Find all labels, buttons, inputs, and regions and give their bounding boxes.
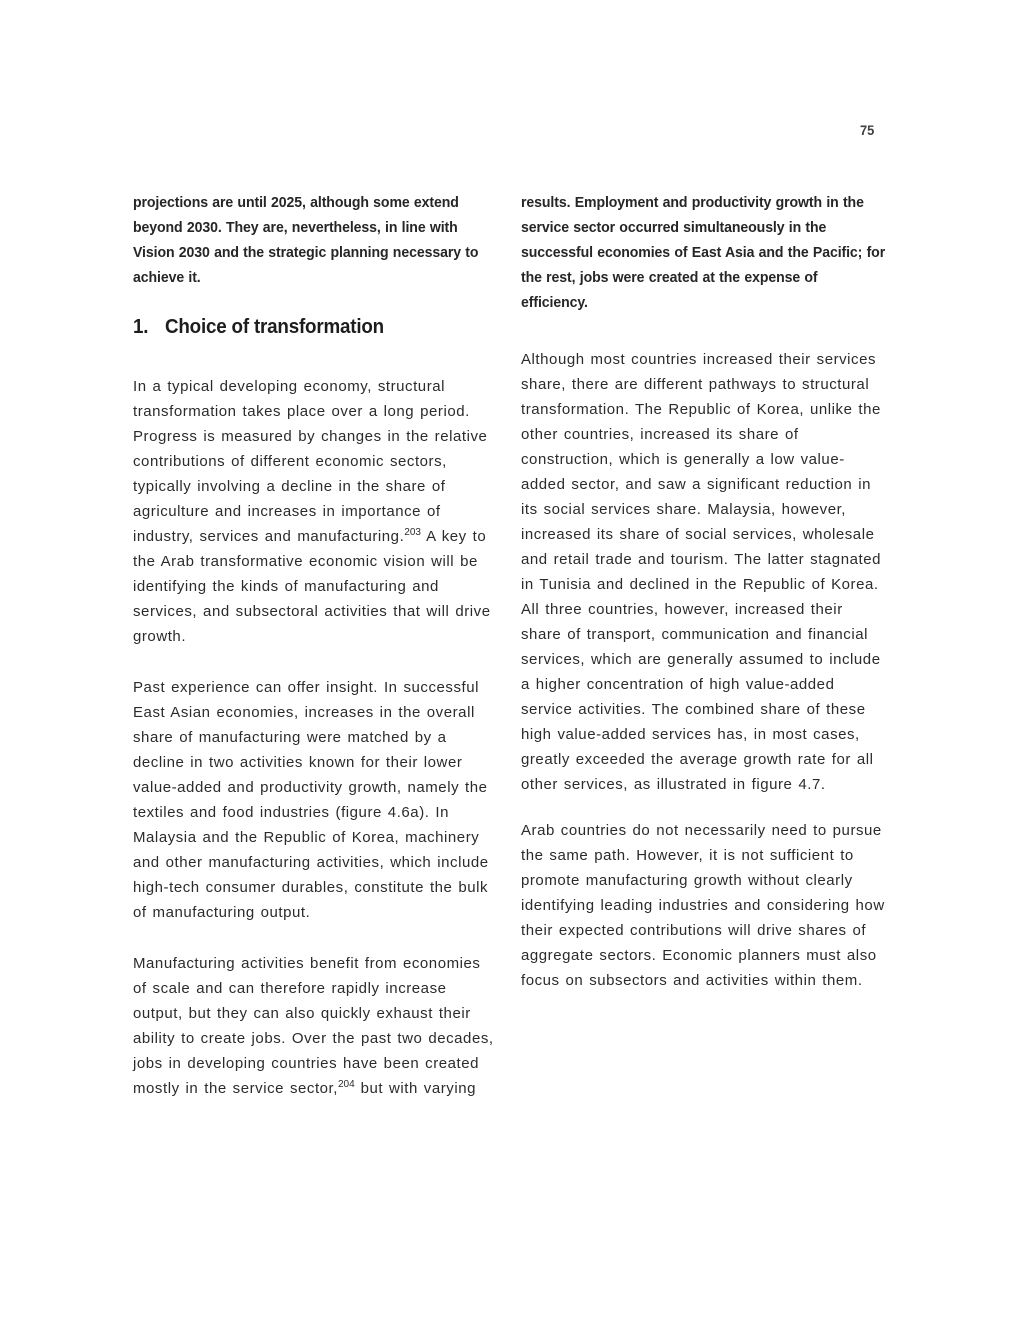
left-column (133, 190, 499, 1127)
footnote-ref-203: 203 (404, 527, 421, 538)
paragraph: Past experience can offer insight. In successful East Asian economies, increases in the overall share of manufacturing were matched by a decline in two activities known for their lower value-added and productivity growth, namely the textiles and food industries (figure 4.6a). In Malaysia and the Republic of Korea, machinery and other manufacturing activities, which include high-tech consumer durables, constitute the bulk of manufacturing output. (133, 679, 489, 921)
section-heading (133, 316, 477, 338)
paragraph-continuation: results. Employment and productivity growth in the service sector occurred simultaneously in the successful economies of East Asia and the Pacific; for the rest, jobs were created at the expense of efficiency. (521, 194, 886, 311)
paragraph (133, 951, 499, 1101)
paragraph-text: A key to the Arab transformative economic vision will be identifying the kinds of manufacturing and services, and subsectoral activities that will drive growth. (133, 528, 491, 645)
right-column (521, 190, 887, 1127)
paragraph (133, 374, 499, 649)
section-heading-title: Choice of transformation (164, 316, 384, 338)
paragraph: Arab countries do not necessarily need to pursue the same path. However, it is not sufficient to promote manufacturing growth without clearly identifying leading industries and considering how their expected contributions will drive shares of aggregate sectors. Economic planners must also focus on subsectors and activities within them. (521, 822, 885, 989)
paragraph: Although most countries increased their services share, there are different pathways to structural transformation. The Republic of Korea, unlike the other countries, increased its share of construction, which is generally a low value-added sector, and saw a significant reduction in its social services share. Malaysia, however, increased its share of social services, wholesale and retail trade and tourism. The latter stagnated in Tunisia and declined in the Republic of Korea. All three countries, however, increased their share of transport, communication and financial services, which are generally assumed to include a higher concentration of high value-added service activities. The combined share of these high value-added services has, in most cases, greatly exceeded the average growth rate for all other services, as illustrated in figure 4.7. (521, 351, 881, 793)
two-column-layout (133, 190, 887, 1127)
paragraph-text: but with varying (354, 1080, 477, 1097)
paragraph-text: In a typical developing economy, structural transformation takes place over a long period. Progress is measured by changes in the relative contributions of different economic sectors, typically involving a decline in the share of agriculture and increases in importance of industry, services and manufacturing. (133, 378, 488, 545)
section-heading-number: 1. (133, 316, 149, 338)
footnote-ref-204: 204 (337, 1079, 355, 1090)
paragraph-text: Manufacturing activities benefit from economies of scale and can therefore rapidly increase output, but they can also quickly exhaust their ability to create jobs. Over the past two decades, jobs in developing countries have been created mostly in the service sector, (133, 955, 494, 1097)
page-number: 75 (860, 122, 875, 138)
paragraph-continuation: projections are until 2025, although some extend beyond 2030. They are, nevertheless, in line with Vision 2030 and the strategic planning necessary to achieve it. (133, 194, 479, 286)
